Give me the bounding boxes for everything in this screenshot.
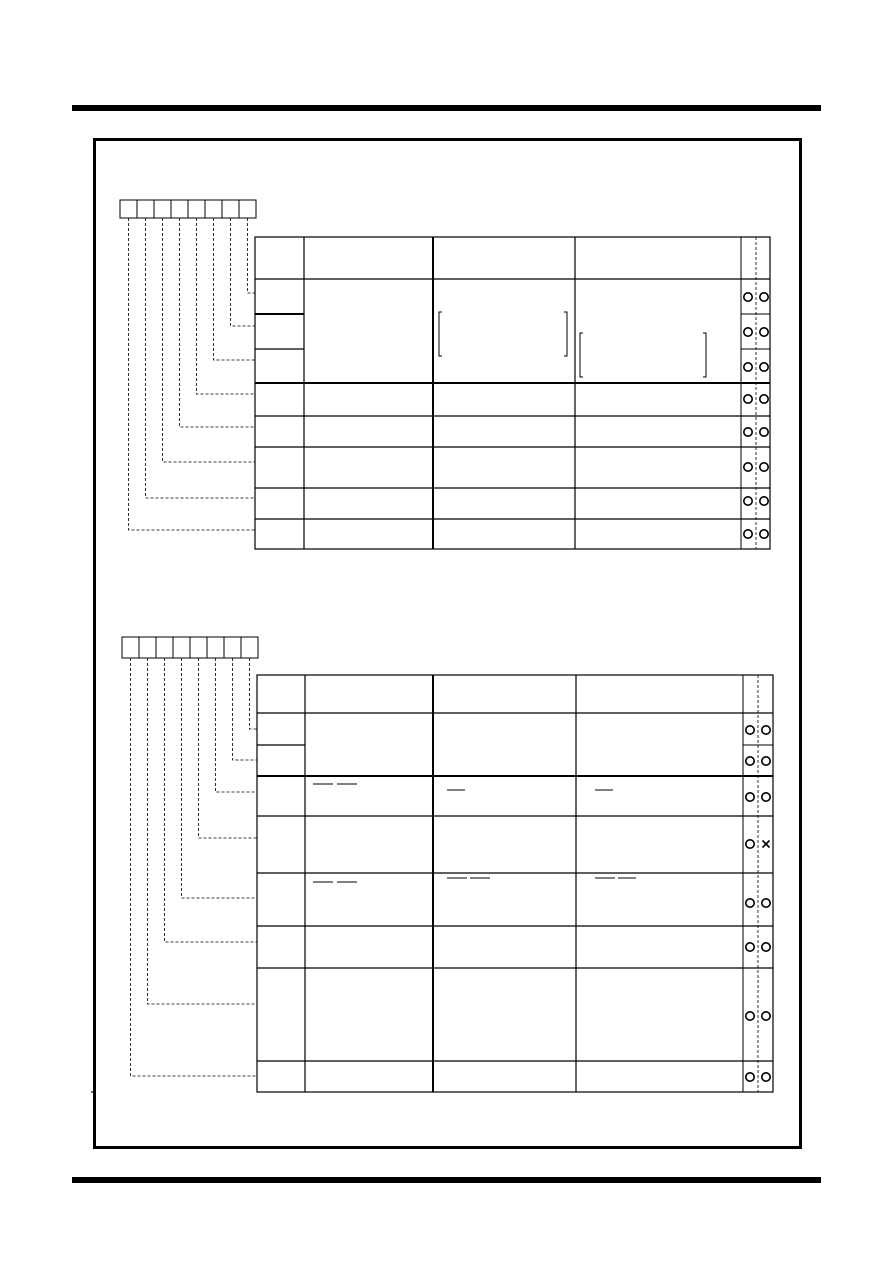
circle-mark-icon (744, 328, 752, 336)
circle-mark-icon (760, 363, 768, 371)
leader-line (163, 218, 256, 462)
bit-box (171, 200, 188, 218)
circle-mark-icon (746, 840, 754, 848)
circle-mark-icon (746, 1012, 754, 1020)
circle-mark-icon (760, 497, 768, 505)
bit-box (122, 637, 139, 658)
leader-line (233, 658, 258, 760)
bit-box (224, 637, 241, 658)
circle-mark-icon (746, 899, 754, 907)
circle-mark-icon (762, 943, 770, 951)
leader-line (197, 218, 256, 394)
circle-mark-icon (762, 899, 770, 907)
circle-mark-icon (744, 363, 752, 371)
leader-line (180, 218, 256, 427)
circle-mark-icon (746, 757, 754, 765)
leader-line (214, 218, 256, 360)
circle-mark-icon (762, 793, 770, 801)
leader-line (250, 658, 258, 729)
bracket-right-icon (703, 333, 706, 377)
leader-line (165, 658, 258, 942)
circle-mark-icon (760, 293, 768, 301)
register-table-2 (122, 637, 773, 1092)
bit-box (137, 200, 154, 218)
bit-box (154, 200, 171, 218)
bit-box (173, 637, 190, 658)
circle-mark-icon (760, 328, 768, 336)
bit-box (239, 200, 256, 218)
stray-dot (91, 1091, 93, 1093)
circle-mark-icon (744, 293, 752, 301)
bit-box (222, 200, 239, 218)
circle-mark-icon (744, 428, 752, 436)
leader-line (146, 218, 256, 498)
circle-mark-icon (744, 395, 752, 403)
circle-mark-icon (744, 497, 752, 505)
bit-box (205, 200, 222, 218)
circle-mark-icon (760, 395, 768, 403)
bit-box (190, 637, 207, 658)
bracket-left-icon (439, 312, 442, 356)
circle-mark-icon (762, 757, 770, 765)
bit-box (188, 200, 205, 218)
circle-mark-icon (760, 428, 768, 436)
bit-box (207, 637, 224, 658)
leader-line (248, 218, 256, 293)
circle-mark-icon (744, 463, 752, 471)
leader-line (129, 218, 256, 530)
leader-line (216, 658, 258, 792)
leader-line (199, 658, 258, 838)
circle-mark-icon (746, 726, 754, 734)
bracket-right-icon (564, 312, 567, 356)
circle-mark-icon (744, 530, 752, 538)
circle-mark-icon (746, 793, 754, 801)
bit-box (241, 637, 258, 658)
register-table-1 (120, 200, 770, 549)
bit-box (139, 637, 156, 658)
bracket-left-icon (580, 333, 583, 377)
bit-field-1 (120, 200, 256, 218)
table-2-border (257, 675, 773, 1092)
bit-box (120, 200, 137, 218)
bit-box (156, 637, 173, 658)
leader-line (231, 218, 256, 326)
circle-mark-icon (762, 726, 770, 734)
circle-mark-icon (762, 1073, 770, 1081)
cross-mark-icon (763, 841, 770, 848)
circle-mark-icon (760, 463, 768, 471)
circle-mark-icon (746, 943, 754, 951)
circle-mark-icon (762, 1012, 770, 1020)
table-1-border (255, 237, 770, 549)
bit-field-2 (122, 637, 258, 658)
circle-mark-icon (746, 1073, 754, 1081)
overline-marks (313, 784, 636, 882)
leader-line (131, 658, 258, 1076)
circle-mark-icon (760, 530, 768, 538)
leader-line (148, 658, 258, 1004)
leader-line (182, 658, 258, 898)
